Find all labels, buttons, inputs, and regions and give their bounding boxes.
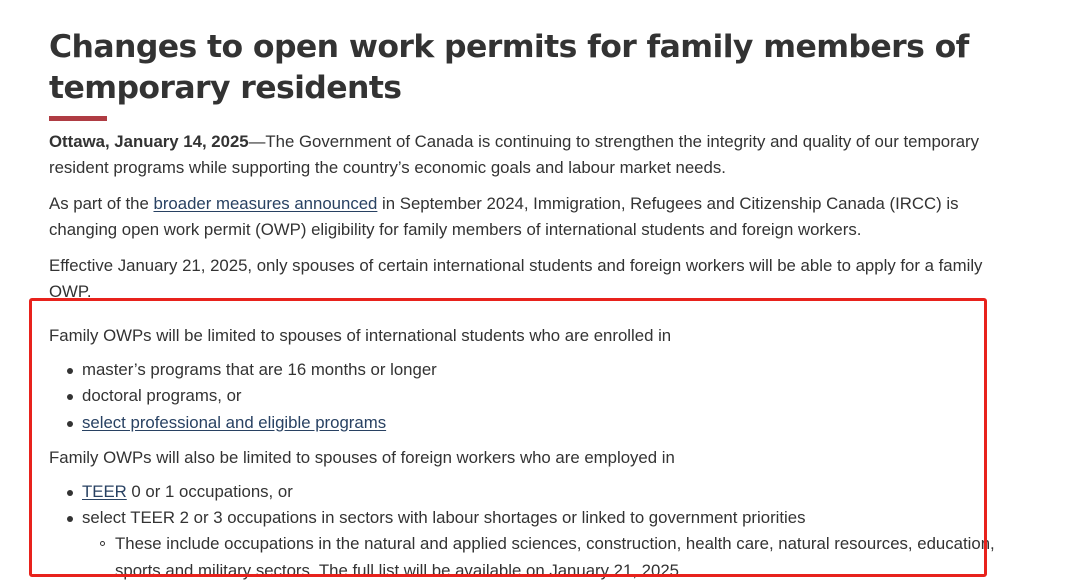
list-item [49, 383, 1029, 409]
list-item [49, 410, 1029, 436]
effective-date-paragraph: Effective January 21, 2025, only spouses of certain international students and foreign workers will be able to apply for a family OWP. [49, 256, 983, 301]
teer-link[interactable]: TEER [82, 481, 127, 501]
list-item-text: master’s programs that are 16 months or longer [82, 360, 437, 379]
bullet-icon [67, 516, 73, 522]
intro-paragraph [49, 129, 1029, 181]
measures-text-before: As part of the [49, 194, 154, 213]
workers-list [49, 479, 1029, 584]
dateline: Ottawa, January 14, 2025 [49, 132, 249, 151]
intro-text: —The Government of Canada is continuing to strengthen the integrity and quality of our temporary resident programs while supporting the country’s economic goals and labour market needs. [49, 132, 980, 177]
list-item-text: doctoral programs, or [82, 386, 242, 406]
list-item [49, 505, 1029, 584]
page-title: Changes to open work permits for family members of temporary residents [49, 29, 969, 106]
article [49, 0, 1029, 584]
title-underline [49, 116, 107, 121]
bullet-icon [67, 490, 73, 496]
sublist-item-text: These include occupations in the natural and applied sciences, construction, health care, natural resources, education, sports and military sectors. The full list will be available on January 21, 2025. [115, 534, 995, 580]
broader-measures-link[interactable]: broader measures announced [153, 194, 378, 213]
list-item [49, 357, 1029, 383]
students-intro: Family OWPs will be limited to spouses of international students who are enrolled in [49, 326, 672, 345]
measures-paragraph [49, 191, 1029, 243]
sublist-item [82, 531, 1029, 584]
list-item-text: 0 or 1 occupations, or [126, 481, 293, 501]
measures-text-after: in September 2024, Immigration, Refugees and Citizenship Canada (IRCC) is changing open work permit (OWP) eligibility for family members of international students and foreign workers. [49, 194, 959, 239]
list-item-text: select TEER 2 or 3 occupations in sectors with labour shortages or linked to government priorities [82, 508, 806, 528]
bullet-icon [67, 421, 73, 427]
workers-sublist [82, 531, 1029, 584]
list-item [49, 479, 1029, 505]
workers-intro: Family OWPs will also be limited to spouses of foreign workers who are employed in [49, 447, 675, 467]
circle-bullet-icon [100, 541, 105, 546]
students-list [49, 357, 1029, 436]
bullet-icon [67, 368, 73, 374]
select-programs-link[interactable]: select professional and eligible programs [82, 412, 387, 432]
bullet-icon [67, 394, 73, 400]
